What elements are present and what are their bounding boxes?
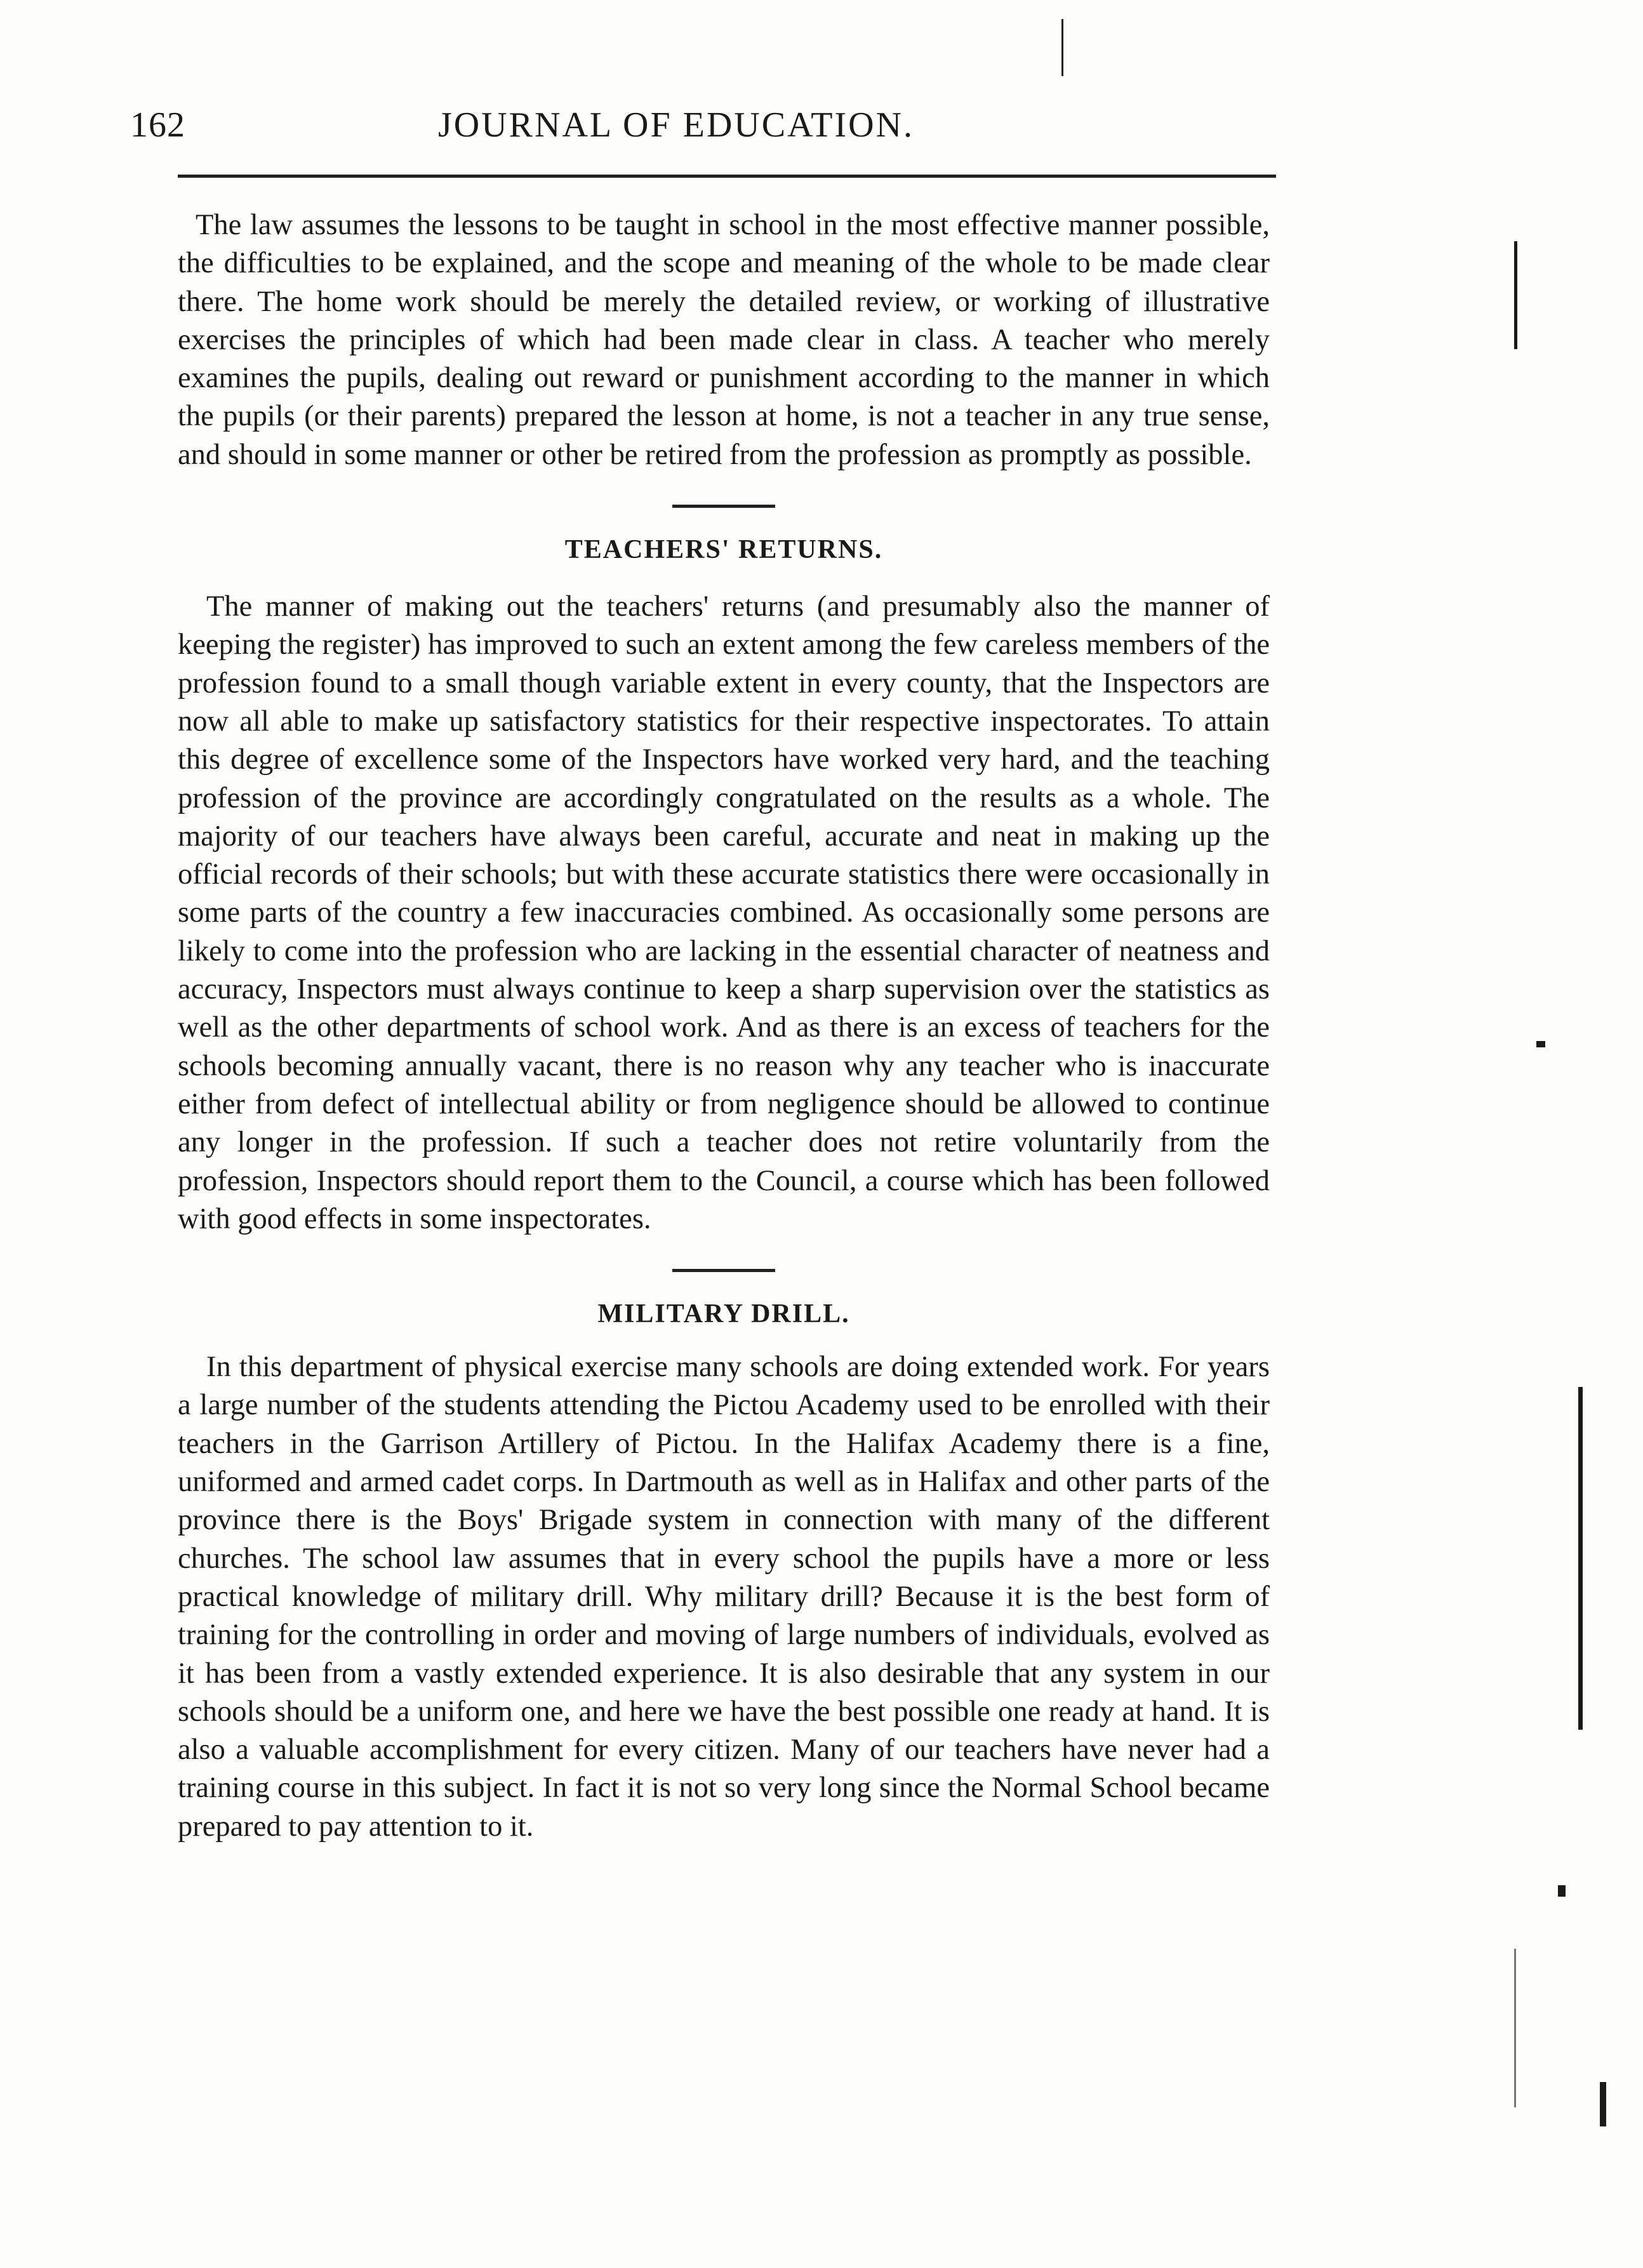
section-heading-military-drill: MILITARY DRILL.	[597, 1299, 850, 1329]
page-number: 162	[130, 105, 185, 145]
section-divider	[672, 505, 775, 508]
teachers-returns-paragraph: The manner of making out the teachers' returns (and presumably also the manner of keeping the register) has improved to such an extent among the few careless members of the profession found to a small though variable extent in every county, that the Inspectors are now all able to make up satisfactory statistics for their respective inspectorates. To attain this degree of excellence some of the Inspectors have worked very hard, and the teaching profession of the province are accordingly congratulated on the results as a whole. The majority of our teachers have always been careful, accurate and neat in making up the official records of their schools; but with these accurate statistics there were occasionally in some parts of the country a few inaccuracies combined. As occasionally some persons are likely to come into the profession who are lacking in the essential character of neatness and accuracy, Inspectors must always continue to keep a sharp supervision over the statistics as well as the other departments of school work. And as there is an excess of teachers for the schools becoming annually vacant, there is no reason why any teacher who is inaccurate either from defect of intellectual ability or from negligence should be allowed to continue any longer in the profession. If such a teacher does not retire voluntarily from the profession, Inspectors should report them to the Council, a course which has been followed with good effects in some inspectorates.	[178, 590, 1270, 1235]
scan-mark	[1514, 241, 1517, 349]
page-header	[0, 105, 1643, 162]
scan-mark	[1578, 1387, 1583, 1730]
section-heading-teachers-returns: TEACHERS' RETURNS.	[564, 535, 883, 565]
journal-title: JOURNAL OF EDUCATION.	[438, 105, 915, 145]
scan-mark	[1061, 19, 1063, 76]
section-divider	[672, 1269, 775, 1272]
header-rule	[178, 175, 1276, 178]
text-column	[178, 206, 1270, 1846]
scan-mark	[1558, 1885, 1566, 1897]
scan-mark	[1514, 1949, 1516, 2107]
military-drill-paragraph: In this department of physical exercise many schools are doing extended work. For years a large number of the students attending the Pictou Academy used to be enrolled with their teachers in the Garrison Artillery of Pictou. In the Halifax Academy there is a fine, uniformed and armed cadet corps. In Dartmouth as well as in Halifax and other parts of the province there is the Boys' Brigade system in connection with many of the different churches. The school law assumes that in every school the pupils have a more or less practical knowledge of military drill. Why military drill? Because it is the best form of training for the controlling in order and moving of large numbers of individuals, evolved as it has been from a vastly extended experience. It is also desirable that any system in our schools should be a uniform one, and here we have the best possible one ready at hand. It is also a valuable accomplishment for every citizen. Many of our teachers have never had a training course in this subject. In fact it is not so very long since the Normal School became prepared to pay attention to it.	[178, 1351, 1270, 1843]
scan-mark	[1536, 1041, 1545, 1047]
scan-mark	[1600, 2082, 1606, 2126]
intro-paragraph: The law assumes the lessons to be taught in school in the most effective manner possible, the difficulties to be explained, and the scope and meaning of the whole to be made clear there. The home work should be merely the detailed review, or working of illustrative exercises the principles of which had been made clear in class. A teacher who merely examines the pupils, dealing out reward or punishment according to the manner in which the pupils (or their parents) prepared the lesson at home, is not a teacher in any true sense, and should in some manner or other be retired from the profession as promptly as possible.	[178, 209, 1270, 471]
